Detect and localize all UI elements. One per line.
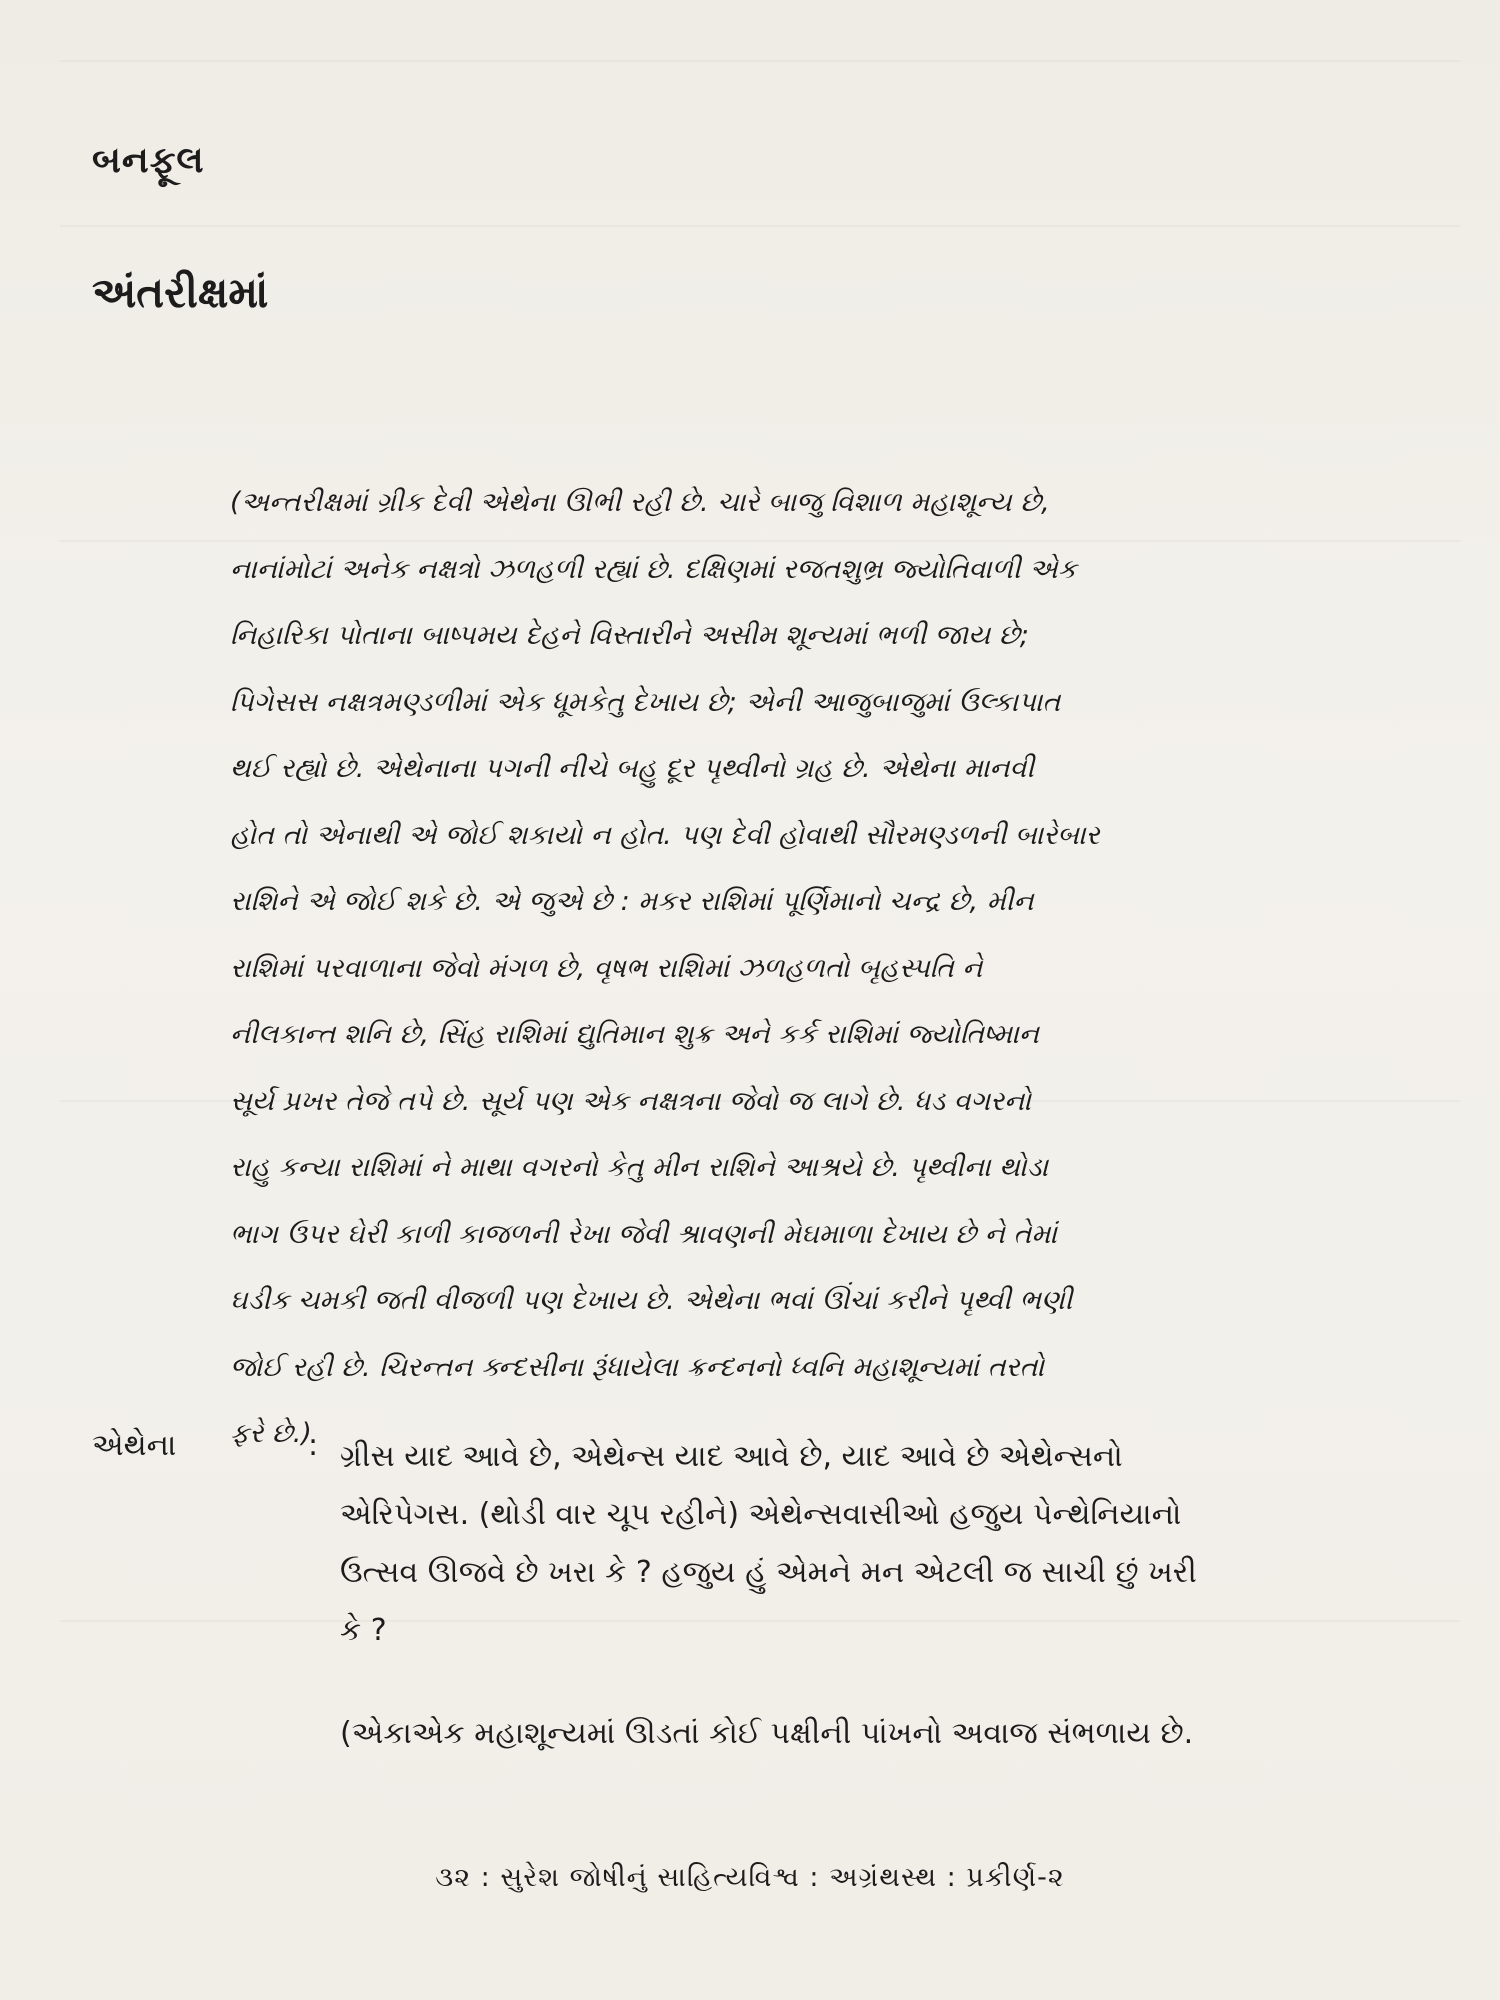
stage-direction-line: થઈ રહ્યો છે. એથેનાના પગની નીચે બહુ દૂર પૃથ્વીનો ગ્રહ છે. એથેના માનવી: [230, 753, 1035, 784]
dialogue-line: કે ?: [340, 1613, 387, 1648]
speaker-name: એથેના: [92, 1428, 177, 1463]
bleed-through-text: [60, 60, 1460, 62]
stage-direction-line: ભાગ ઉપર ઘેરી કાળી કાજળની રેખા જેવી શ્રાવણની મેઘમાળા દેખાય છે ને તેમાં: [230, 1218, 1057, 1250]
dialogue-speech: [340, 1428, 1470, 1660]
stage-direction-line: સૂર્ય પ્રખર તેજે તપે છે. સૂર્ય પણ એક નક્ષત્રના જેવો જ લાગે છે. ધડ વગરનો: [230, 1085, 1032, 1117]
dialogue-line: ઉત્સવ ઊજવે છે ખરા કે ? હજુય હું એમને મન એટલી જ સાચી છું ખરી: [340, 1555, 1197, 1590]
stage-direction-line: ઘડીક ચમકી જતી વીજળી પણ દેખાય છે. એથેના ભવાં ઊંચાં કરીને પૃથ્વી ભણી: [230, 1285, 1073, 1316]
stage-direction-line: પિગેસસ નક્ષત્રમણ્ડળીમાં એક ધૂમકેતુ દેખાય છે; એની આજુબાજુમાં ઉલ્કાપાત: [230, 686, 1061, 718]
author-name: બનફૂલ: [92, 140, 205, 181]
stage-direction-line: (અન્તરીક્ષમાં ગ્રીક દેવી એથેના ઊભી રહી છે. ચારે બાજુ વિશાળ મહાશૂન્ય છે,: [230, 487, 1050, 518]
chapter-title: અંતરીક્ષમાં: [92, 268, 269, 317]
dialogue-line: ગ્રીસ યાદ આવે છે, એથેન્સ યાદ આવે છે, યાદ આવે છે એથેન્સનો: [340, 1439, 1123, 1474]
stage-direction-line: જોઈ રહી છે. ચિરન્તન ક્ન્દસીના રૂંધાયેલા ક્રન્દનનો ધ્વનિ મહાશૂન્યમાં તરતો: [230, 1351, 1045, 1383]
stage-direction-line: ફરે છે.): [230, 1418, 312, 1449]
speaker-colon: :: [308, 1428, 319, 1463]
stage-direction-line: રાશિને એ જોઈ શકે છે. એ જુએ છે : મકર રાશિમાં પૂર્ણિમાનો ચન્દ્ર છે, મીન: [230, 886, 1034, 917]
stage-direction: [230, 470, 1335, 1468]
bleed-through-text: [60, 225, 1460, 227]
stage-direction-line: હોત તો એનાથી એ જોઈ શકાયો ન હોત. પણ દેવી હોવાથી સૌરમણ્ડળની બારેબાર: [230, 819, 1100, 851]
stage-direction-line: નાનાંમોટાં અનેક નક્ષત્રો ઝળહળી રહ્યાં છે. દક્ષિણમાં રજતશુભ્ર જ્યોતિવાળી એક: [230, 553, 1077, 585]
stage-direction-line: રાશિમાં પરવાળાના જેવો મંગળ છે, વૃષભ રાશિમાં ઝળહળતો બૃહસ્પતિ ને: [230, 952, 983, 984]
stage-direction-line: નિહારિકા પોતાના બાષ્પમય દેહને વિસ્તારીને અસીમ શૂન્યમાં ભળી જાય છે;: [230, 620, 1029, 651]
dialogue-stage-direction: (એકાએક મહાશૂન્યમાં ઊડતાં કોઈ પક્ષીની પાંખનો અવાજ સંભળાય છે.: [340, 1716, 1194, 1751]
page-footer: ૩૨ : સુરેશ જોષીનું સાહિત્યવિશ્વ : અગ્રંથસ્થ : પ્રકીર્ણ-૨: [435, 1862, 1065, 1893]
dialogue-line: એરિપેગસ. (થોડી વાર ચૂપ રહીને) એથેન્સવાસીઓ હજુય પેન્થેનિયાનો: [340, 1497, 1182, 1532]
stage-direction-line: રાહુ કન્યા રાશિમાં ને માથા વગરનો કેતુ મીન રાશિને આશ્રયે છે. પૃથ્વીના થોડા: [230, 1152, 1049, 1183]
stage-direction-line: નીલકાન્ત શનિ છે, સિંહ રાશિમાં દ્યુતિમાન શુક્ર અને કર્ક રાશિમાં જ્યોતિષ્માન: [230, 1019, 1039, 1050]
